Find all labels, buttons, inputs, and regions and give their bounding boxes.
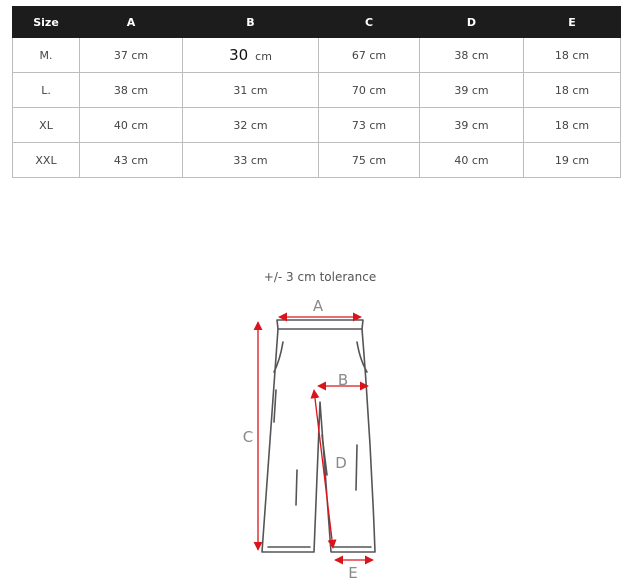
pants-outline bbox=[262, 320, 375, 552]
cell-d: 39 cm bbox=[420, 108, 524, 143]
cell-b bbox=[183, 38, 319, 73]
header-b: B bbox=[183, 7, 319, 38]
size-chart-table bbox=[12, 6, 621, 178]
cell-c: 75 cm bbox=[319, 143, 420, 178]
pants-crease bbox=[274, 390, 276, 422]
table-row bbox=[13, 108, 621, 143]
pants-body bbox=[262, 329, 375, 552]
cell-size: XXL bbox=[13, 143, 80, 178]
cell-d: 39 cm bbox=[420, 73, 524, 108]
cell-b-value: 30 bbox=[229, 46, 249, 64]
header-c: C bbox=[319, 7, 420, 38]
tolerance-note: +/- 3 cm tolerance bbox=[263, 270, 377, 284]
header-e: E bbox=[524, 7, 621, 38]
cell-b-unit: cm bbox=[255, 50, 272, 63]
table-row bbox=[13, 38, 621, 73]
pants-waistband bbox=[277, 320, 363, 329]
cell-d: 40 cm bbox=[420, 143, 524, 178]
cell-e: 18 cm bbox=[524, 38, 621, 73]
label-e: E bbox=[348, 564, 358, 582]
label-c: C bbox=[242, 428, 254, 446]
cell-e: 18 cm bbox=[524, 108, 621, 143]
cell-a: 43 cm bbox=[80, 143, 183, 178]
cell-a: 38 cm bbox=[80, 73, 183, 108]
cell-e: 19 cm bbox=[524, 143, 621, 178]
cell-b: 31 cm bbox=[183, 73, 319, 108]
label-a: A bbox=[312, 297, 324, 315]
table-row bbox=[13, 73, 621, 108]
cell-a: 40 cm bbox=[80, 108, 183, 143]
header-size: Size bbox=[13, 7, 80, 38]
header-a: A bbox=[80, 7, 183, 38]
cell-c: 70 cm bbox=[319, 73, 420, 108]
cell-size: L. bbox=[13, 73, 80, 108]
pants-measurement-diagram bbox=[230, 290, 400, 582]
cell-c: 73 cm bbox=[319, 108, 420, 143]
cell-c: 67 cm bbox=[319, 38, 420, 73]
cell-e: 18 cm bbox=[524, 73, 621, 108]
cell-a: 37 cm bbox=[80, 38, 183, 73]
header-d: D bbox=[420, 7, 524, 38]
pants-crease bbox=[356, 445, 357, 490]
table-header-row bbox=[13, 7, 621, 38]
pants-crease bbox=[296, 470, 297, 505]
table-row bbox=[13, 143, 621, 178]
cell-size: XL bbox=[13, 108, 80, 143]
label-d: D bbox=[335, 454, 347, 472]
cell-size: M. bbox=[13, 38, 80, 73]
cell-b: 33 cm bbox=[183, 143, 319, 178]
cell-d: 38 cm bbox=[420, 38, 524, 73]
label-b: B bbox=[337, 371, 349, 389]
cell-b: 32 cm bbox=[183, 108, 319, 143]
pants-right-pocket bbox=[357, 342, 367, 372]
